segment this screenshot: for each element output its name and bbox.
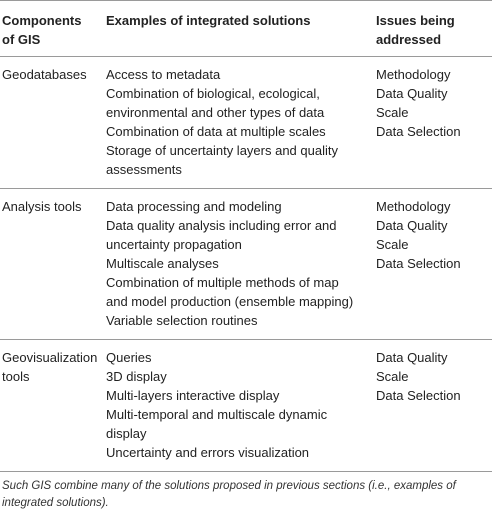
footnote-line: Such GIS combine many of the solutions proposed in previous sections (i.e., examples of <box>2 480 456 492</box>
cell-line: tools <box>2 369 30 384</box>
cell-line: Scale <box>376 105 409 120</box>
examples-cell <box>100 340 372 472</box>
cell-line: Access to metadata <box>106 67 221 82</box>
cell-line: Combination of biological, ecological, <box>106 86 320 101</box>
issues-cell <box>372 57 492 189</box>
cell-line: Queries <box>106 350 152 365</box>
examples-cell <box>100 57 372 189</box>
component-cell <box>0 340 100 472</box>
cell-line: Multi-layers interactive display <box>106 388 280 403</box>
cell-line: Data Quality <box>376 218 448 233</box>
header-issues <box>372 1 492 57</box>
cell-line: Data Selection <box>376 388 461 403</box>
table-row <box>0 57 492 189</box>
cell-line: Uncertainty and errors visualization <box>106 445 310 460</box>
table-header-row <box>0 1 492 57</box>
cell-line: environmental and other types of data <box>106 105 325 120</box>
table-row <box>0 340 492 472</box>
issues-cell <box>372 189 492 340</box>
header-line: Examples of integrated solutions <box>106 13 311 28</box>
cell-line: Multiscale analyses <box>106 256 219 271</box>
cell-line: Data Selection <box>376 256 461 271</box>
cell-line: Methodology <box>376 199 451 214</box>
cell-line: 3D display <box>106 369 167 384</box>
cell-line: Methodology <box>376 67 451 82</box>
header-line: addressed <box>376 32 442 47</box>
component-cell <box>0 189 100 340</box>
cell-line: Storage of uncertainty layers and quality <box>106 143 338 158</box>
examples-cell <box>100 189 372 340</box>
cell-line: Data Quality <box>376 350 448 365</box>
cell-line: Analysis tools <box>2 199 82 214</box>
header-examples <box>100 1 372 57</box>
header-line: of GIS <box>2 32 41 47</box>
cell-line: Combination of multiple methods of map <box>106 275 339 290</box>
cell-line: uncertainty propagation <box>106 237 242 252</box>
footnote-line: integrated solutions). <box>2 497 109 509</box>
header-line: Components <box>2 13 82 28</box>
cell-line: Combination of data at multiple scales <box>106 124 326 139</box>
cell-line: and model production (ensemble mapping) <box>106 294 354 309</box>
header-components <box>0 1 100 57</box>
cell-line: Data Selection <box>376 124 461 139</box>
cell-line: Multi-temporal and multiscale dynamic <box>106 407 328 422</box>
issues-cell <box>372 340 492 472</box>
cell-line: Scale <box>376 237 409 252</box>
cell-line: Data processing and modeling <box>106 199 282 214</box>
table-row <box>0 189 492 340</box>
component-cell <box>0 57 100 189</box>
cell-line: Data Quality <box>376 86 448 101</box>
cell-line: Data quality analysis including error and <box>106 218 337 233</box>
cell-line: display <box>106 426 147 441</box>
header-line: Issues being <box>376 13 455 28</box>
cell-line: assessments <box>106 162 182 177</box>
cell-line: Geovisualization <box>2 350 98 365</box>
cell-line: Geodatabases <box>2 67 87 82</box>
table-footnote <box>2 478 490 512</box>
cell-line: Variable selection routines <box>106 313 258 328</box>
cell-line: Scale <box>376 369 409 384</box>
